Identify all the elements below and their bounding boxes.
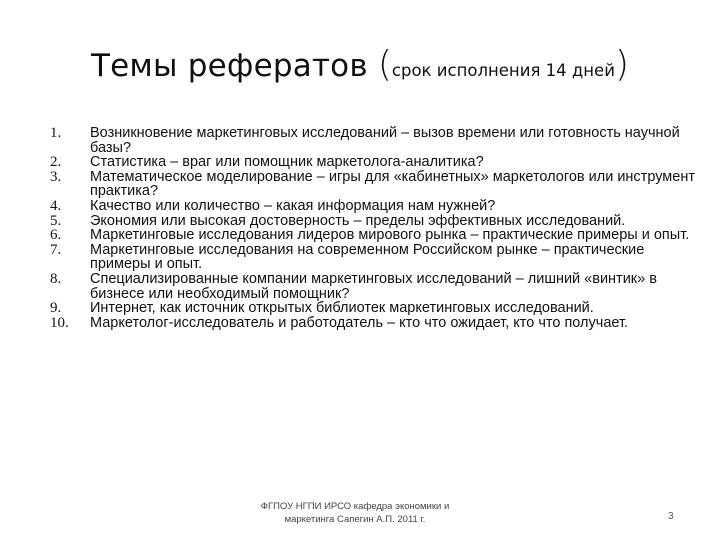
item-text: Интернет, как источник открытых библиотек маркетинговых исследований. xyxy=(90,300,594,317)
item-number: 7. xyxy=(50,241,62,258)
list-item xyxy=(50,316,700,331)
item-number: 1. xyxy=(50,125,62,141)
slide-title xyxy=(0,44,720,85)
list-item xyxy=(50,170,700,199)
title-subtitle: срок исполнения 14 дней xyxy=(391,61,615,80)
list-item xyxy=(50,243,700,272)
footer-line-1: ФГПОУ НГПИ ИРСО кафедра экономики и xyxy=(260,501,450,512)
list-item xyxy=(50,272,700,301)
title-main: Темы рефератов xyxy=(91,48,378,84)
item-number: 4. xyxy=(50,197,62,214)
item-text: Математическое моделирование – игры для «кабинетных» маркетологов или инструмент практика? xyxy=(90,168,695,200)
page-number: 3 xyxy=(668,511,674,522)
title-open-paren: ( xyxy=(377,44,392,85)
item-number: 9. xyxy=(50,300,62,317)
item-text: Специализированные компании маркетинговых исследований – лишний «винтик» в бизнесе или необходимый помощник? xyxy=(90,270,657,302)
item-number: 6. xyxy=(50,227,62,244)
topics-list xyxy=(50,126,700,330)
item-text: Экономия или высокая достоверность – пределы эффективных исследований. xyxy=(90,212,626,229)
item-text: Качество или количество – какая информация нам нужней? xyxy=(90,197,496,214)
list-item xyxy=(50,228,700,243)
item-text: Статистика – враг или помощник маркетолога-аналитика? xyxy=(90,154,484,171)
item-number: 2. xyxy=(50,154,62,171)
list-item xyxy=(50,126,700,155)
item-number: 8. xyxy=(50,270,62,287)
footer-note xyxy=(230,500,480,526)
list-item xyxy=(50,214,700,229)
title-close-paren: ) xyxy=(614,44,629,85)
item-text: Маркетинговые исследования на современном Российском рынке – практические примеры и опыт. xyxy=(90,241,645,273)
list-item xyxy=(50,301,700,316)
list-item xyxy=(50,155,700,170)
list-item xyxy=(50,199,700,214)
item-text: Маркетинговые исследования лидеров мирового рынка – практические примеры и опыт. xyxy=(90,227,690,244)
footer-line-2: маркетинга Сапегин А.П. 2011 г. xyxy=(284,514,426,525)
item-text: Возникновение маркетинговых исследований – вызов времени или готовность научной базы? xyxy=(90,125,680,156)
item-number: 3. xyxy=(50,168,62,185)
item-number: 10. xyxy=(50,314,69,331)
item-text: Маркетолог-исследователь и работодатель – кто что ожидает, кто что получает. xyxy=(90,314,629,331)
item-number: 5. xyxy=(50,212,62,229)
